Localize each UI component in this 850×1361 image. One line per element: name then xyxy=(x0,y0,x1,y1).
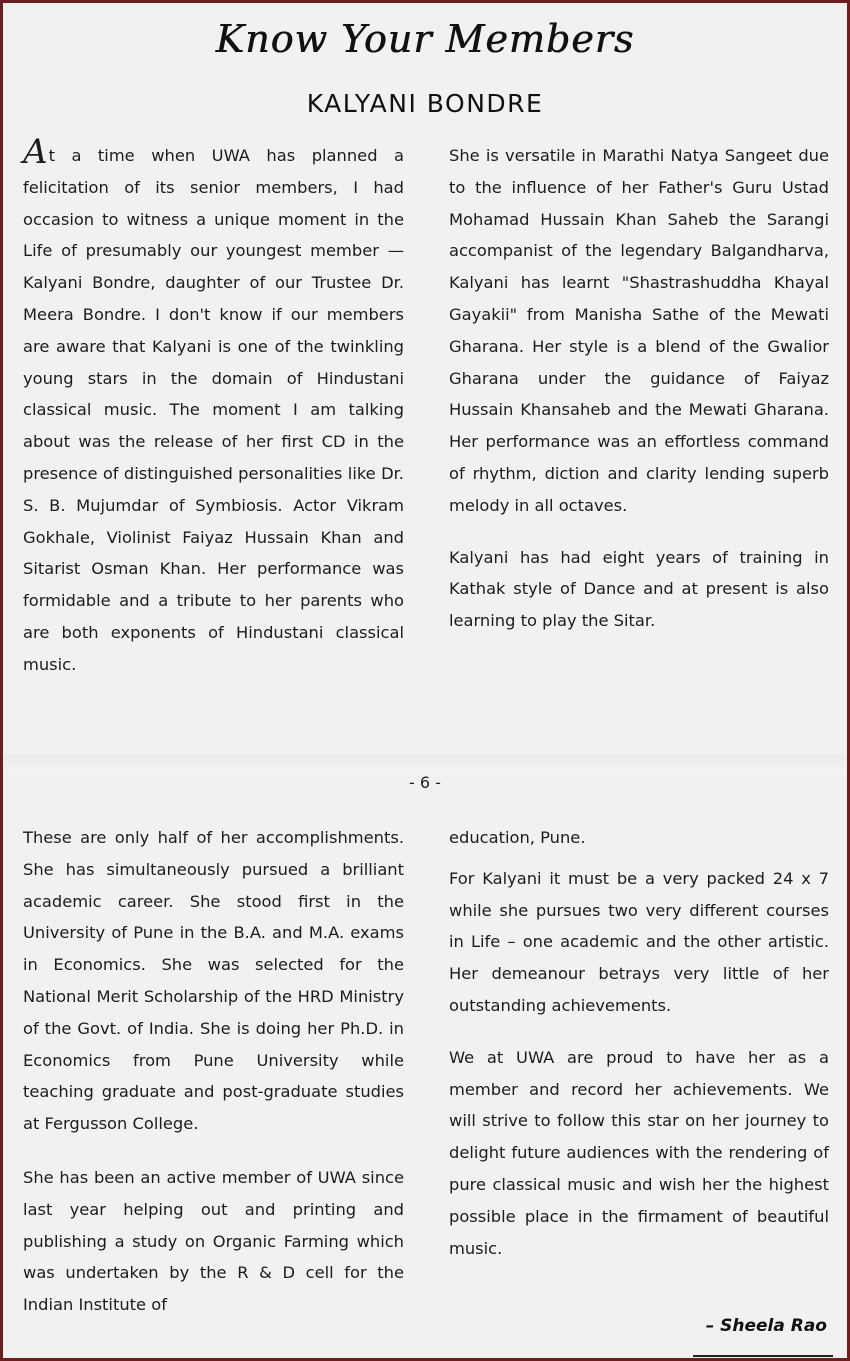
section-banner: Know Your Members xyxy=(215,17,635,61)
bottom-right-column xyxy=(449,822,829,1264)
paragraph: She is versatile in Marathi Natya Sangeet due to the influence of her Father's Guru Ustad Mohamad Hussain Khan Saheb the Sarangi accompanist of the legendary Balgandharva, Kalyani has learnt "Shastrashuddha Khayal Gayakii" from Manisha Sathe of the Mewati Gharana. Her style is a blend of the Gwalior Gharana under the guidance of Faiyaz Hussain Khansaheb and the Mewati Gharana. Her performance was an effortless command of rhythm, diction and clarity lending superb melody in all octaves. xyxy=(449,146,829,515)
article-title: KALYANI BONDRE xyxy=(306,89,544,118)
divider xyxy=(693,1355,833,1357)
paragraph: education, Pune. xyxy=(449,828,586,847)
newsletter-page xyxy=(3,3,847,1358)
intro-text: t a time when UWA has planned a felicitation of its senior members, I had occasion to witness a unique moment in the Life of presumably our youngest member — Kalyani Bondre, daughter of our Trustee Dr. Meera Bondre. I don't know if our members are aware that Kalyani is one of the twinkling young stars in the domain of Hindustani classical music. The moment I am talking about was the release of her first CD in the presence of distinguished personalities like Dr. S. B. Mujumdar of Symbiosis. Actor Vikram Gokhale, Violinist Faiyaz Hussain Khan and Sitarist Osman Khan. Her performance was formidable and a tribute to her parents who are both exponents of Hindustani classical music. xyxy=(23,146,404,674)
top-right-column xyxy=(449,140,829,637)
top-left-column xyxy=(23,132,404,681)
paragraph: Kalyani has had eight years of training in Kathak style of Dance and at present is also learning to play the Sitar. xyxy=(449,547,829,631)
intro-paragraph xyxy=(23,132,404,681)
paragraph: For Kalyani it must be a very packed 24 x 7 while she pursues two very different courses in Life – one academic and the other artistic. Her demeanour betrays very little of her outstanding achievements. xyxy=(449,868,829,1015)
bottom-left-column xyxy=(23,822,404,1321)
author-signature: – Sheela Rao xyxy=(705,1316,827,1336)
paragraph: She has been an active member of UWA since last year helping out and printing and publishing a study on Organic Farming which was undertaken by the R & D cell for the Indian Institute of xyxy=(23,1167,404,1315)
drop-cap: A xyxy=(23,132,48,172)
paragraph: These are only half of her accomplishments. She has simultaneously pursued a brilliant academic career. She stood first in the University of Pune in the B.A. and M.A. exams in Economics. She was selected for the National Merit Scholarship of the HRD Ministry of the Govt. of India. She is doing her Ph.D. in Economics from Pune University while teaching graduate and post-graduate studies at Fergusson College. xyxy=(23,828,404,1134)
paragraph: We at UWA are proud to have her as a member and record her achievements. We will strive to follow this star on her journey to delight future audiences with the rendering of pure classical music and wish her the highest possible place in the firmament of beautiful music. xyxy=(449,1047,829,1258)
page-fold xyxy=(3,755,847,775)
page-number: - 6 - xyxy=(409,773,441,792)
